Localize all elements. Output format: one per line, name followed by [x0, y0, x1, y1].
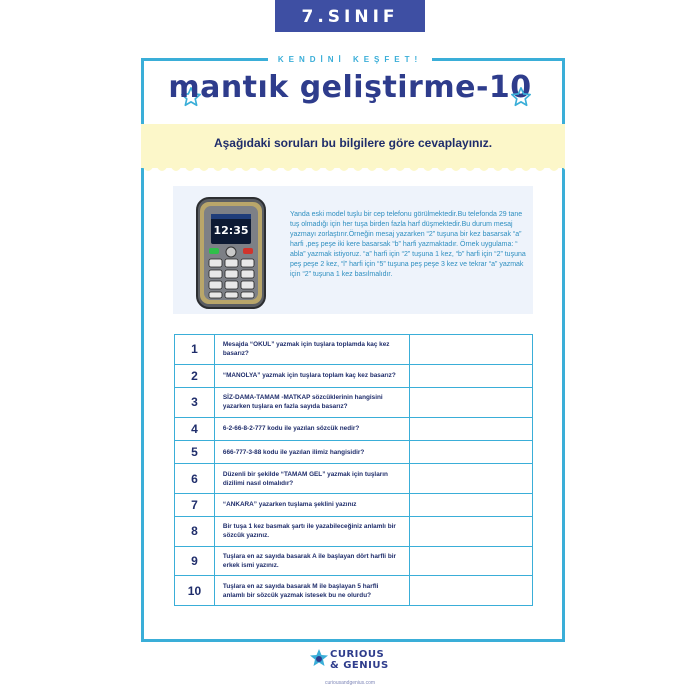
question-row	[175, 335, 533, 365]
info-description: Yanda eski model tuşlu bir cep telefonu görülmektedir.Bu telefonda 29 tane tuş olmadığı için her tuşa birden fazla harf düşmektedir.Bu durum mesaj yazmayı zorlaştırır.Örneğin mesaj yazarken “2” tuşuna bir kez basarsak “a” harfi ,peş peşe iki kere basarsak “b” harfi yazmaktadır. Örnek uygulama: “ abla” yazmak istiyoruz. “a” harfi için “2” tuşuna 1 kez, “b” harfi için “2” tuşuna peş peşe 2 kez, “l” harfi için “5” tuşuna peş peşe 3 kez ve tekrar “a” yazmak için “2” tuşuna 1 kez basılmalıdır.	[290, 211, 526, 278]
question-row	[175, 546, 533, 576]
answer-cell[interactable]	[410, 464, 533, 494]
answer-cell[interactable]	[410, 546, 533, 576]
answer-cell[interactable]	[410, 387, 533, 417]
question-text: Düzenli bir şekilde “TAMAM GEL” yazmak için tuşların dizilimi nasıl olmalıdır?	[214, 464, 410, 494]
tagline: KENDİNİ KEŞFET!	[268, 55, 432, 64]
question-number: 4	[175, 417, 215, 440]
question-number: 8	[175, 517, 215, 547]
question-number: 1	[175, 335, 215, 365]
question-text: SİZ-DAMA-TAMAM -MATKAP sözcüklerinin hangisini yazarken tuşlara en fazla sayıda basarız?	[214, 387, 410, 417]
grade-label: 7.SINIF	[275, 0, 425, 32]
banner-scallop-edge	[141, 164, 565, 176]
question-row	[175, 464, 533, 494]
question-number: 10	[175, 576, 215, 606]
question-text: “MANOLYA” yazmak için tuşlara toplam kaç kez basarız?	[214, 364, 410, 387]
question-row	[175, 387, 533, 417]
logo-mark-icon	[308, 648, 330, 670]
question-text: 666-777-3-88 kodu ile yazılan ilimiz hangisidir?	[214, 440, 410, 463]
mobile-phone-icon	[195, 196, 267, 310]
answer-cell[interactable]	[410, 440, 533, 463]
question-text: Bir tuşa 1 kez basmak şartı ile yazabileceğiniz anlamlı bir sözcük yazınız.	[214, 517, 410, 547]
question-row	[175, 517, 533, 547]
phone-screen-time: 12:35	[213, 224, 249, 237]
question-number: 3	[175, 387, 215, 417]
answer-cell[interactable]	[410, 417, 533, 440]
question-number: 5	[175, 440, 215, 463]
question-row	[175, 440, 533, 463]
star-right-icon	[510, 86, 532, 108]
logo-text-genius: & GENIUS	[330, 660, 389, 671]
question-number: 6	[175, 464, 215, 494]
question-text: 6-2-66-8-2-777 kodu ile yazılan sözcük nedir?	[214, 417, 410, 440]
answer-cell[interactable]	[410, 576, 533, 606]
publisher-url: curiousandgenius.com	[324, 680, 376, 686]
publisher-logo	[308, 646, 398, 680]
question-text: “ANKARA” yazarken tuşlama şeklini yazınız	[214, 493, 410, 516]
page-title: mantık geliştirme-10	[168, 70, 532, 105]
question-text: Tuşlara en az sayıda basarak M ile başlayan 5 harfli anlamlı bir sözcük yazmak istesek bu ne olurdu?	[214, 576, 410, 606]
logo-text-curious: CURIOUS	[330, 649, 385, 660]
answer-cell[interactable]	[410, 493, 533, 516]
question-text: Tuşlara en az sayıda basarak A ile başlayan dört harfli bir erkek ismi yazınız.	[214, 546, 410, 576]
question-number: 7	[175, 493, 215, 516]
question-row	[175, 364, 533, 387]
question-row	[175, 493, 533, 516]
answer-cell[interactable]	[410, 364, 533, 387]
answer-cell[interactable]	[410, 335, 533, 365]
question-row	[175, 576, 533, 606]
answer-cell[interactable]	[410, 517, 533, 547]
question-number: 9	[175, 546, 215, 576]
instruction-text: Aşağıdaki soruları bu bilgilere göre cevaplayınız.	[213, 136, 493, 150]
question-number: 2	[175, 364, 215, 387]
question-text: Mesajda “OKUL” yazmak için tuşlara toplamda kaç kez basarız?	[214, 335, 410, 365]
question-row	[175, 417, 533, 440]
questions-table	[174, 334, 533, 606]
